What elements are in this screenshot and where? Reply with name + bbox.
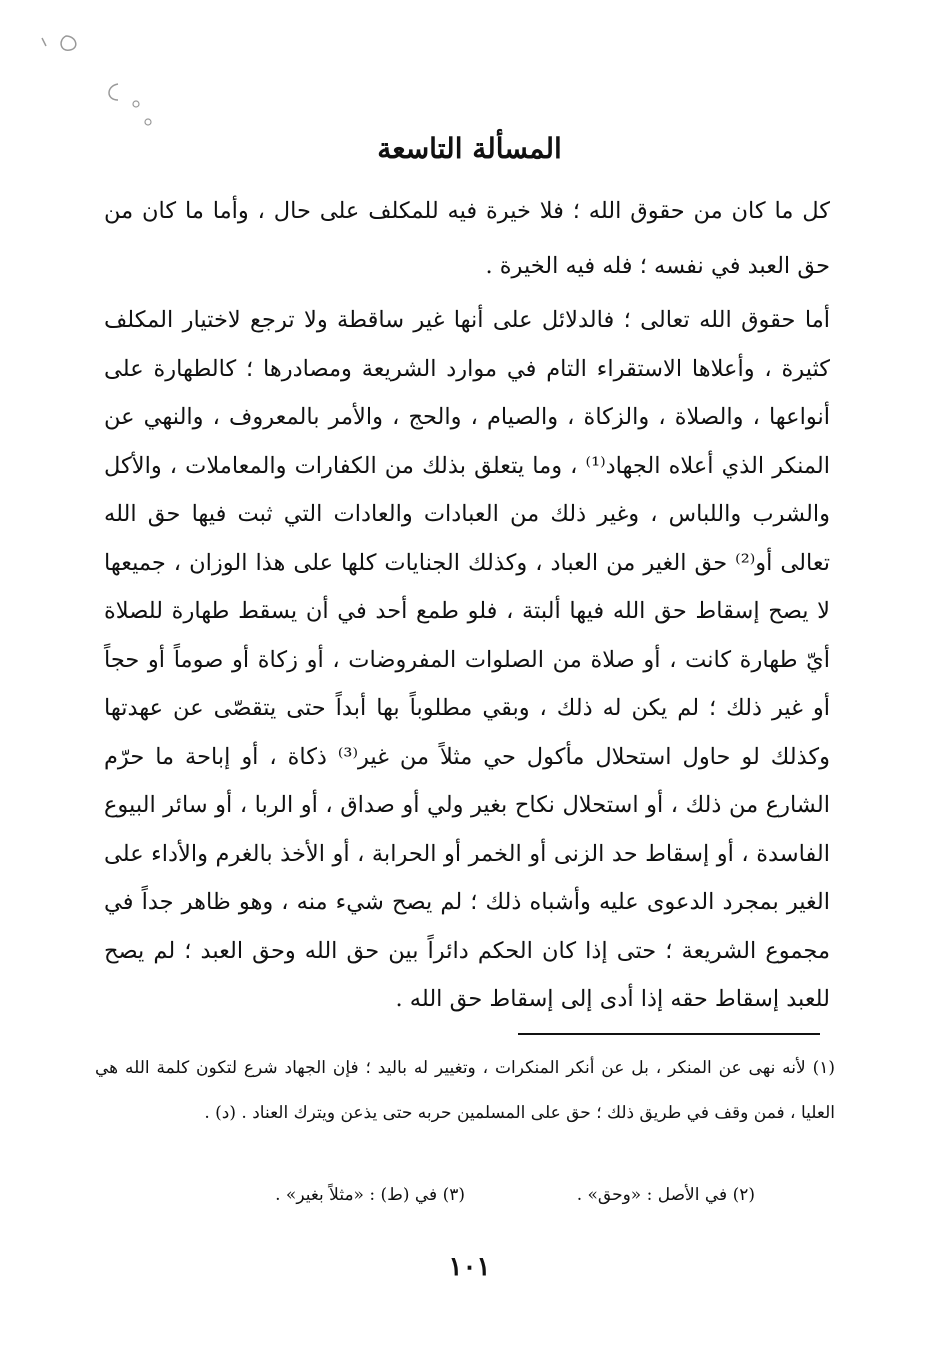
- handwritten-marks: [0, 0, 939, 200]
- page-number: ١٠١: [448, 1252, 491, 1282]
- pencil-tick: [42, 38, 46, 46]
- footnote-1: (١) لأنه نهى عن المنكر ، بل عن أنكر المنكرات ، وتغيير له باليد ؛ فإن الجهاد شرع لتكون كلمة الله هي العليا ، فمن وقف في طريق ذلك ؛ حق على المسلمين حربه حتى يذعن ويترك العناد . (د) .: [95, 1058, 835, 1123]
- chapter-title: المسألة التاسعة: [377, 131, 562, 165]
- pencil-dot-2: [145, 119, 151, 125]
- footnote-row: [95, 1180, 835, 1210]
- pencil-mark-1: [61, 36, 76, 50]
- footnote-3: (٣) في (ط) : «مثلاً بغير» .: [275, 1185, 465, 1205]
- pencil-dot-1: [133, 101, 139, 107]
- paragraph-1: كل ما كان من حقوق الله ؛ فلا خيرة فيه للمكلف على حال ، وأما ما كان من حق العبد في نفسه ؛ فله فيه الخيرة .: [104, 198, 830, 279]
- paragraph-2: أما حقوق الله تعالى ؛ فالدلائل على أنها غير ساقطة ولا ترجع لاختيار المكلف كثيرة ، وأعلاها الاستقراء التام في موارد الشريعة ومصادرها ؛ كالطهارة على أنواعها ، والصلاة ، والزكاة ، والصيام ، والحج ، والأمر بالمعروف ، والنهي عن المنكر الذي أعلاه الجهاد⁽¹⁾ ، وما يتعلق بذلك من الكفارات والمعاملات ، والأكل والشرب واللباس ، وغير ذلك من العبادات والعادات التي ثبت فيها حق الله تعالى أو⁽²⁾ حق الغير من العباد ، وكذلك الجنايات كلها على هذا الوزان ، جميعها لا يصح إسقاط حق الله فيها ألبتة ، فلو طمع أحد في أن يسقط طهارة للصلاة أيّ طهارة كانت ، أو صلاة من الصلوات المفروضات ، أو زكاة أو صوماً أو حجاً أو غير ذلك ؛ لم يكن له ذلك ، وبقي مطلوباً بها أبداً حتى يتقصّى عن عهدتها وكذلك لو حاول استحلال مأكول حي مثلاً من غير⁽³⁾ ذكاة ، أو إباحة ما حرّم الشارع من ذلك ، أو استحلال نكاح بغير ولي أو صداق ، أو الربا ، أو سائر البيوع الفاسدة ، أو إسقاط حد الزنى أو الخمر أو الحرابة ، أو الأخذ بالغرم والأداء على الغير بمجرد الدعوى عليه وأشباه ذلك ؛ لم يصح شيء منه ، وهو ظاهر جداً في مجموع الشريعة ؛ حتى إذا كان الحكم دائراً بين حق الله وحق العبد ؛ لم يصح للعبد إسقاط حقه إذا أدى إلى إسقاط حق الله .: [104, 307, 831, 1012]
- footnote-separator: [518, 1033, 820, 1035]
- footnote-2: (٢) في الأصل : «وحق» .: [576, 1185, 755, 1205]
- pencil-mark-2: [109, 84, 118, 100]
